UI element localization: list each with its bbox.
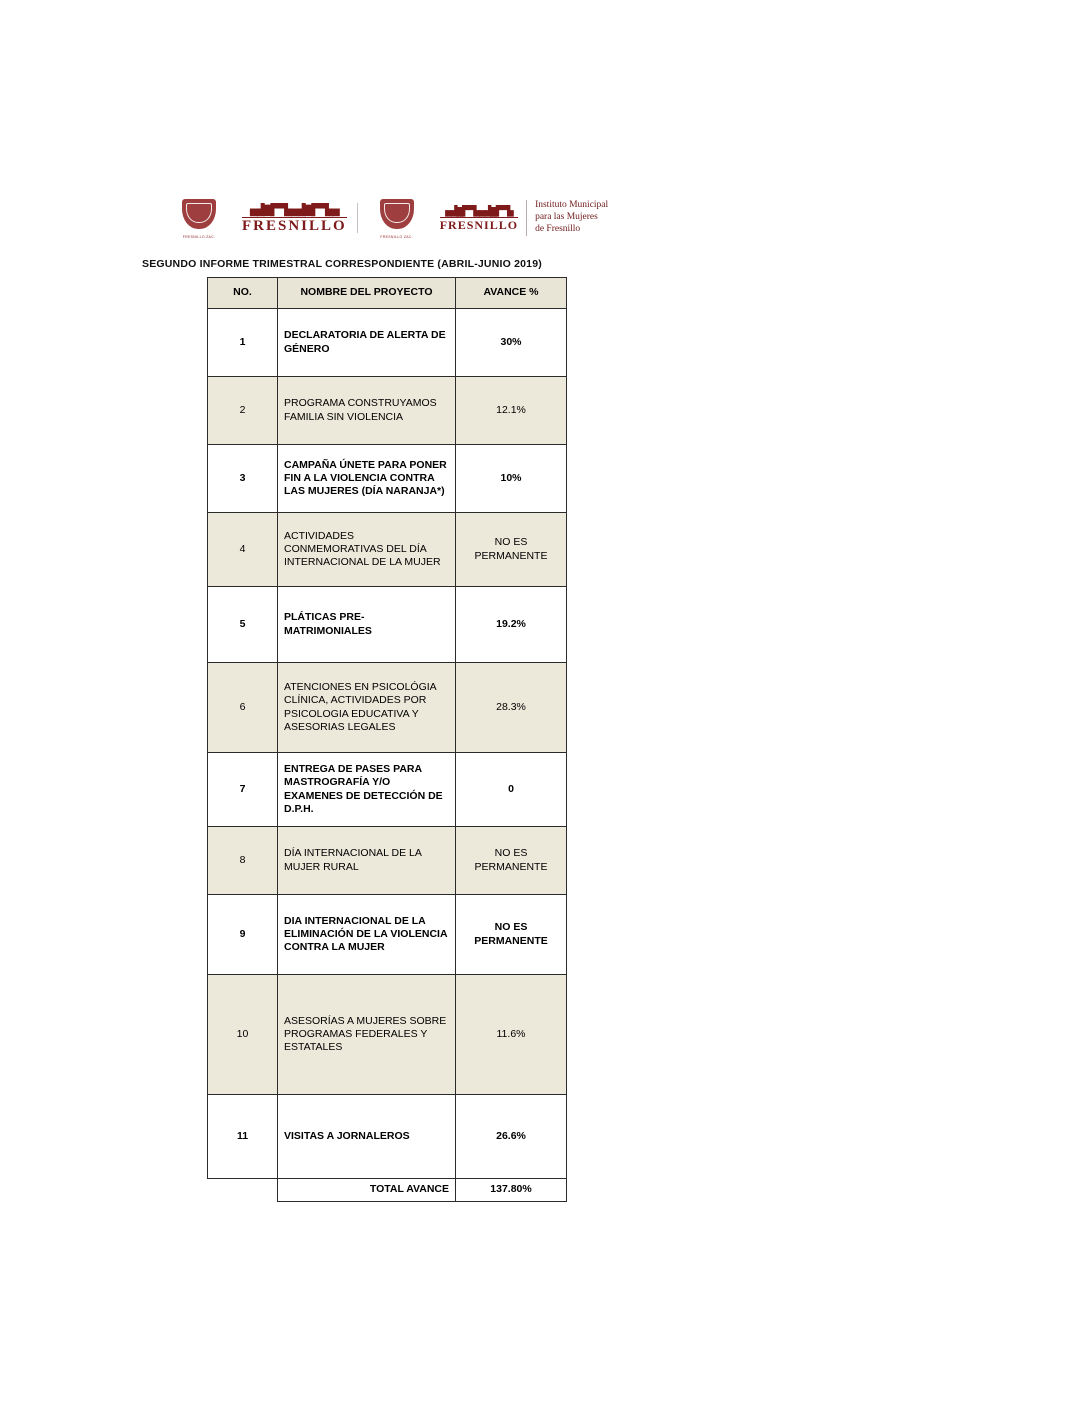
total-label: TOTAL AVANCE <box>278 1179 456 1202</box>
table-header-row <box>208 278 567 309</box>
building-skyline-icon-right: ▄▟▆▛▀▙▄▟▆▛▀▙ <box>445 205 513 217</box>
fresnillo-wordmark-right-text: FRESNILLO <box>439 218 519 232</box>
table-head <box>208 278 567 309</box>
cell-no: 5 <box>208 587 278 663</box>
building-skyline-icon-left: ▄▟▆▛▀▙▄▟▆▛▀▙▄ <box>249 202 339 217</box>
cell-advance: 10% <box>456 445 567 513</box>
report-table <box>207 277 567 1202</box>
cell-no: 2 <box>208 377 278 445</box>
column-header-no: NO. <box>208 278 278 309</box>
crest-caption-right: FRESNILLO ZAC. <box>380 235 413 239</box>
cell-project-name: PROGRAMA CONSTRUYAMOS FAMILIA SIN VIOLENCIA <box>278 377 456 445</box>
total-row <box>208 1179 567 1202</box>
cell-advance: NO ES PERMANENTE <box>456 513 567 587</box>
header-logo-band <box>170 193 770 243</box>
cell-no: 9 <box>208 895 278 975</box>
shield-shape <box>182 199 216 229</box>
table-row <box>208 895 567 975</box>
cell-advance: 28.3% <box>456 663 567 753</box>
table-foot <box>208 1179 567 1202</box>
cell-project-name: ACTIVIDADES CONMEMORATIVAS DEL DÍA INTERNACIONAL DE LA MUJER <box>278 513 456 587</box>
footer-spacer <box>208 1179 278 1202</box>
cell-project-name: DIA INTERNACIONAL DE LA ELIMINACIÓN DE LA VIOLENCIA CONTRA LA MUJER <box>278 895 456 975</box>
cell-no: 10 <box>208 975 278 1095</box>
page-title: SEGUNDO INFORME TRIMESTRAL CORRESPONDIENTE (ABRIL-JUNIO 2019) <box>142 258 542 270</box>
cell-project-name: ASESORÍAS A MUJERES SOBRE PROGRAMAS FEDERALES Y ESTATALES <box>278 975 456 1095</box>
cell-no: 11 <box>208 1095 278 1179</box>
cell-no: 4 <box>208 513 278 587</box>
table-row <box>208 975 567 1095</box>
cell-advance: 0 <box>456 753 567 827</box>
institute-line-1: Instituto Municipal <box>535 200 609 211</box>
table-row <box>208 663 567 753</box>
cell-no: 8 <box>208 827 278 895</box>
cell-no: 7 <box>208 753 278 827</box>
cell-advance: 30% <box>456 309 567 377</box>
table-row <box>208 309 567 377</box>
institute-line-2: para las Mujeres <box>535 212 598 223</box>
table-row <box>208 445 567 513</box>
total-value: 137.80% <box>456 1179 567 1202</box>
cell-advance: NO ES PERMANENTE <box>456 895 567 975</box>
fresnillo-wordmark-right <box>440 205 518 231</box>
cell-no: 1 <box>208 309 278 377</box>
cell-project-name: ATENCIONES EN PSICOLÓGIA CLÍNICA, ACTIVIDADES POR PSICOLOGIA EDUCATIVA Y ASESORIAS LEGALES <box>278 663 456 753</box>
cell-project-name: PLÁTICAS PRE-MATRIMONIALES <box>278 587 456 663</box>
institute-name-block <box>526 200 608 236</box>
logo-divider <box>357 203 358 233</box>
crest-caption-left: FRESNILLO ZAC. <box>182 235 216 239</box>
cell-no: 6 <box>208 663 278 753</box>
cell-project-name: ENTREGA DE PASES PARA MASTROGRAFÍA Y/O EXAMENES DE DETECCIÓN DE D.P.H. <box>278 753 456 827</box>
cell-project-name: CAMPAÑA ÚNETE PARA PONER FIN A LA VIOLENCIA CONTRA LAS MUJERES (DÍA NARANJA*) <box>278 445 456 513</box>
table-row <box>208 587 567 663</box>
cell-advance: 26.6% <box>456 1095 567 1179</box>
cell-project-name: VISITAS A JORNALEROS <box>278 1095 456 1179</box>
table-row <box>208 753 567 827</box>
fresnillo-wordmark-left-text: FRESNILLO <box>242 217 347 234</box>
cell-project-name: DECLARATORIA DE ALERTA DE GÉNERO <box>278 309 456 377</box>
table-row <box>208 1095 567 1179</box>
cell-no: 3 <box>208 445 278 513</box>
table-row <box>208 827 567 895</box>
column-header-project-name: NOMBRE DEL PROYECTO <box>278 278 456 309</box>
institute-line-3: de Fresnillo <box>535 223 581 234</box>
shield-shape <box>380 199 414 229</box>
table-row <box>208 513 567 587</box>
municipal-crest-icon-right <box>368 197 426 239</box>
municipal-crest-icon-left <box>170 197 228 239</box>
column-header-advance: AVANCE % <box>456 278 567 309</box>
cell-advance: 11.6% <box>456 975 567 1095</box>
table-body <box>208 309 567 1179</box>
cell-advance: 19.2% <box>456 587 567 663</box>
table-row <box>208 377 567 445</box>
cell-advance: 12.1% <box>456 377 567 445</box>
cell-project-name: DÍA INTERNACIONAL DE LA MUJER RURAL <box>278 827 456 895</box>
fresnillo-wordmark-left <box>242 203 347 234</box>
cell-advance: NO ES PERMANENTE <box>456 827 567 895</box>
